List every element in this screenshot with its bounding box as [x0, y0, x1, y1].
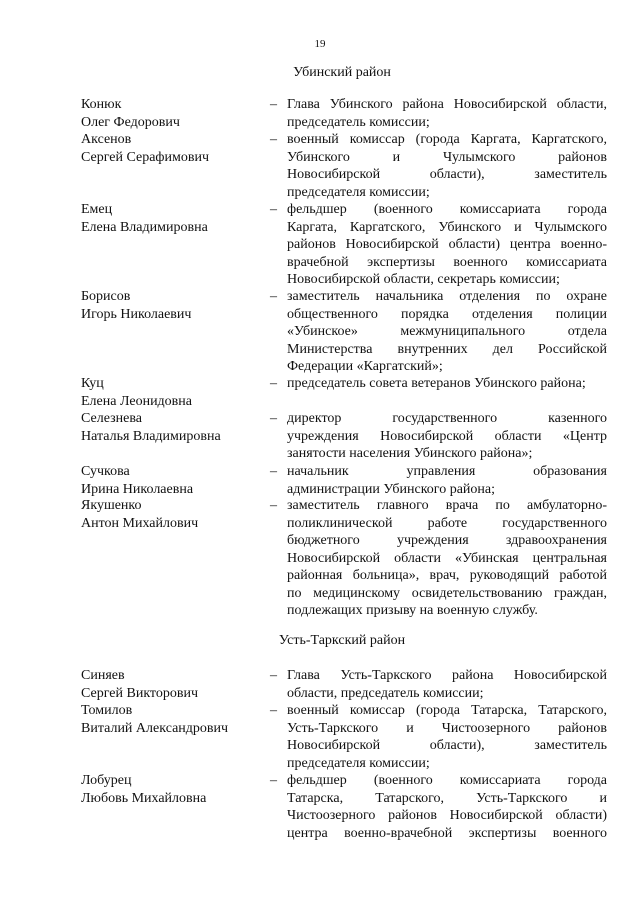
member-given-name: Олег Федорович [81, 114, 180, 130]
member-role [287, 96, 607, 131]
member-role [287, 288, 607, 376]
section-title-ust-tarksky: Усть-Таркский район [278, 633, 406, 648]
member-role [287, 702, 607, 772]
role-line: по медицинскому освидетельствованию граждан, [287, 585, 607, 601]
role-line: начальник управления образования [287, 464, 607, 479]
role-line: «Убинское» межмуниципального отдела [287, 324, 607, 339]
role-line: поликлинической работе государственного [287, 515, 607, 531]
role-line: области, председатель комиссии; [287, 685, 484, 701]
member-role [287, 463, 607, 498]
member-role [287, 201, 607, 289]
member-role [287, 497, 607, 620]
role-line: подлежащих призыву на военную службу. [287, 603, 538, 618]
dash: – [270, 132, 277, 147]
member-surname: Томилов [81, 703, 133, 718]
member-given-name: Виталий Александрович [81, 720, 229, 736]
role-line: Новосибирской области, секретарь комиссии; [287, 272, 560, 287]
member-name [81, 463, 261, 498]
role-line: центра военно-врачебной экспертизы военного [287, 825, 607, 841]
member-role [287, 667, 607, 702]
role-line: Татарска, Татарского, Усть-Таркского и [287, 790, 607, 806]
member-surname: Селезнева [81, 411, 142, 426]
role-line: директор государственного казенного [287, 411, 607, 426]
dash: – [270, 668, 277, 683]
member-role [287, 375, 607, 393]
member-name [81, 497, 261, 532]
member-role [287, 131, 607, 201]
member-name [81, 96, 261, 131]
role-line: военный комиссар (города Татарска, Татарского, [287, 703, 607, 718]
member-given-name: Елена Леонидовна [81, 393, 192, 409]
role-line: врачебной экспертизы военного комиссариата [287, 254, 607, 270]
member-given-name: Елена Владимировна [81, 219, 208, 235]
role-line: администрации Убинского района; [287, 481, 496, 497]
member-name [81, 410, 261, 445]
role-line: заместитель начальника отделения по охране [287, 289, 607, 304]
page-number: 19 [314, 38, 326, 50]
role-line: общественного порядка отделения полиции [287, 306, 607, 322]
role-line: председателя комиссии; [287, 184, 430, 200]
member-given-name: Сергей Серафимович [81, 149, 209, 165]
dash: – [270, 376, 277, 391]
member-given-name: Игорь Николаевич [81, 306, 192, 322]
role-line: Усть-Таркского и Чистоозерного районов [287, 720, 607, 736]
role-line: Министерства внутренних дел Российской [287, 341, 607, 357]
role-line: Новосибирской области), заместитель [287, 738, 607, 753]
role-line: председателя комиссии; [287, 755, 430, 771]
role-line: бюджетного учреждения здравоохранения [287, 533, 607, 548]
dash: – [270, 464, 277, 479]
member-given-name: Наталья Владимировна [81, 428, 221, 444]
role-line: фельдшер (военного комиссариата города [287, 773, 607, 788]
dash: – [270, 202, 277, 217]
role-line: Каргата, Каргатского, Убинского и Чулымского [287, 219, 607, 235]
member-surname: Синяев [81, 668, 125, 683]
member-surname: Конюк [81, 97, 122, 112]
member-given-name: Ирина Николаевна [81, 481, 194, 497]
member-surname: Емец [81, 202, 113, 217]
role-line: Убинского и Чулымского районов [287, 149, 607, 165]
member-name [81, 772, 261, 807]
role-line: фельдшер (военного комиссариата города [287, 202, 607, 217]
role-line: Новосибирской области «Убинская центральная [287, 550, 607, 566]
role-line: военный комиссар (города Каргата, Каргатского, [287, 132, 607, 147]
member-name [81, 667, 261, 702]
member-name [81, 702, 261, 737]
role-line: занятости населения Убинского района»; [287, 446, 533, 461]
member-given-name: Любовь Михайловна [81, 790, 207, 806]
role-line: районов Новосибирской области) центра военно- [287, 237, 607, 252]
member-surname: Аксенов [81, 132, 132, 147]
role-line: заместитель главного врача по амбулаторно- [287, 498, 607, 513]
dash: – [270, 411, 277, 426]
dash: – [270, 773, 277, 788]
member-surname: Куц [81, 376, 104, 391]
member-surname: Якушенко [81, 498, 142, 513]
role-line: Глава Убинского района Новосибирской области, [287, 97, 607, 112]
dash: – [270, 97, 277, 112]
role-line: Новосибирской области), заместитель [287, 167, 607, 182]
member-name [81, 201, 261, 236]
dash: – [270, 703, 277, 718]
role-line: учреждения Новосибирской области «Центр [287, 428, 607, 444]
dash: – [270, 498, 277, 513]
role-line: председатель совета ветеранов Убинского района; [287, 376, 586, 391]
member-surname: Сучкова [81, 464, 130, 479]
member-given-name: Сергей Викторович [81, 685, 199, 701]
role-line: Глава Усть-Таркского района Новосибирской [287, 668, 607, 683]
member-surname: Борисов [81, 289, 131, 304]
role-line: Чистоозерного районов Новосибирской области) [287, 808, 607, 823]
member-name [81, 131, 261, 166]
role-line: районная больница», врач, руководящий работой [287, 568, 607, 583]
member-role [287, 410, 607, 463]
member-role [287, 772, 607, 842]
dash: – [270, 289, 277, 304]
member-name [81, 288, 261, 323]
role-line: председатель комиссии; [287, 114, 430, 130]
section-title-ubinsky: Убинский район [293, 65, 391, 80]
member-surname: Лобурец [81, 773, 132, 788]
member-given-name: Антон Михайлович [81, 515, 199, 531]
member-name [81, 375, 261, 410]
role-line: Федерации «Каргатский»; [287, 359, 443, 374]
